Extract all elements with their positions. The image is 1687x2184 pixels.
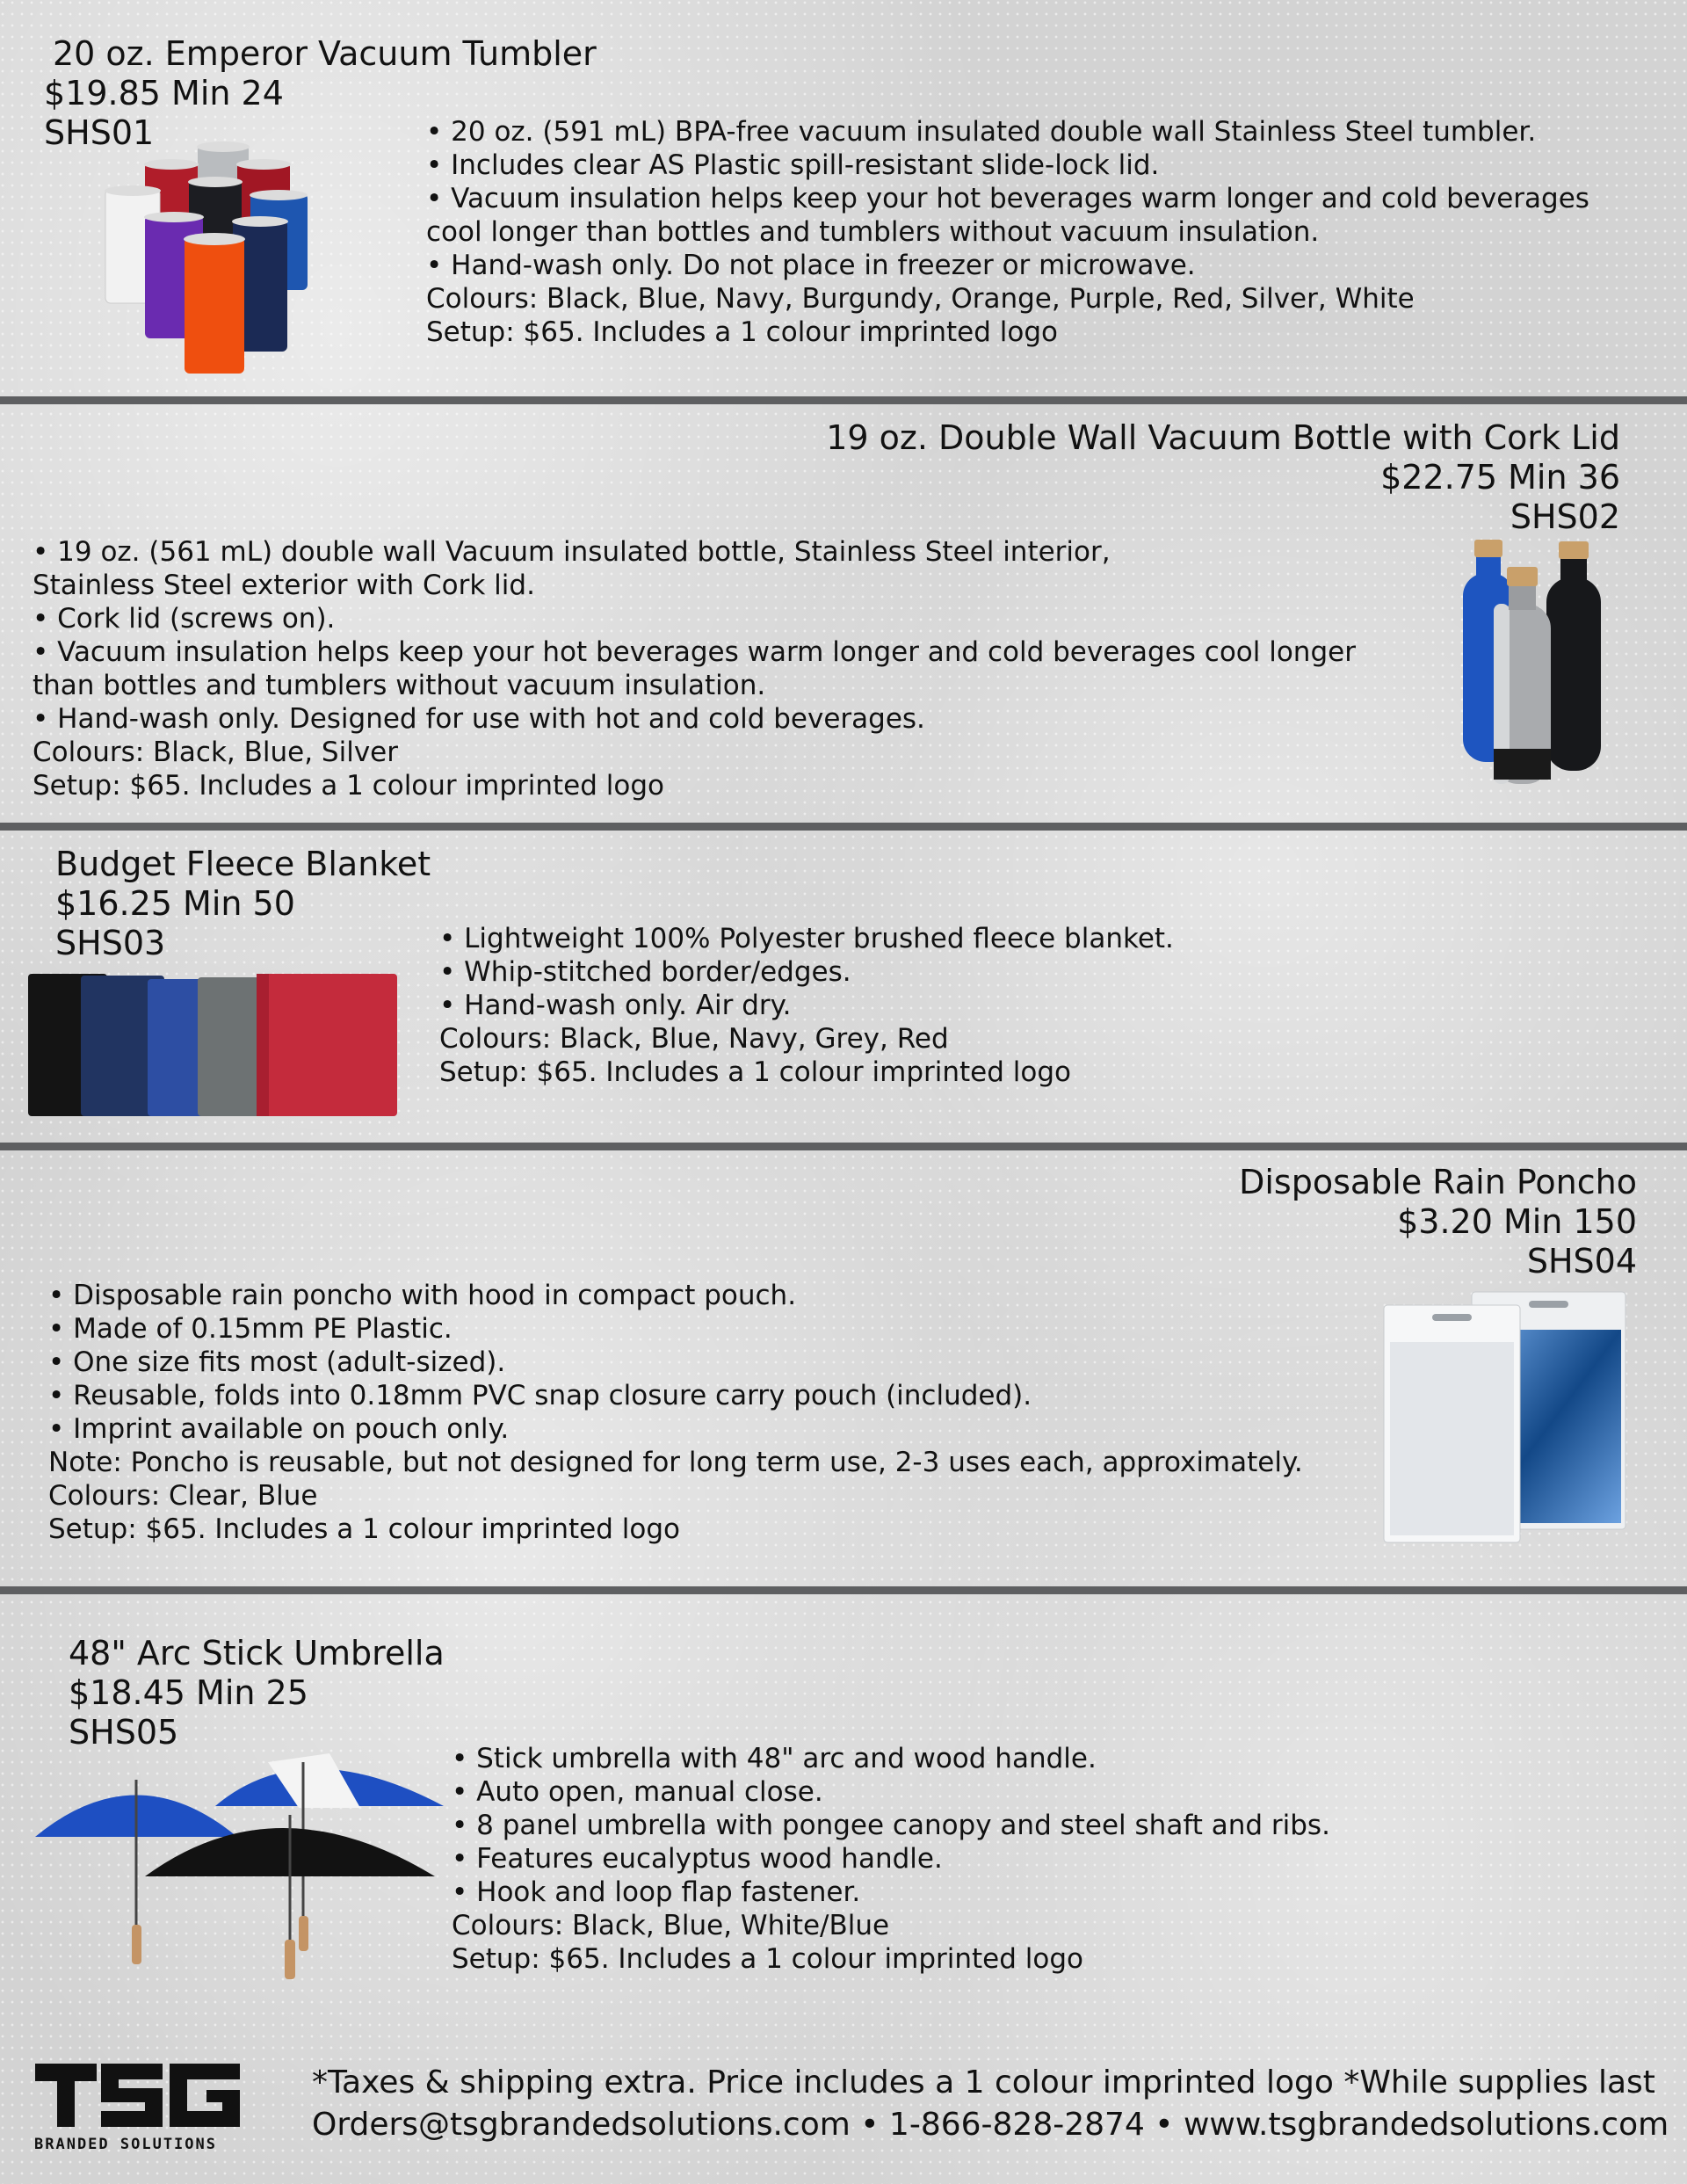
product-description bbox=[33, 535, 1356, 802]
product-price: $19.85 Min 24 bbox=[44, 74, 284, 112]
description-line: Setup: $65. Includes a 1 colour imprinted logo bbox=[452, 1943, 1083, 1975]
footer-disclaimer: *Taxes & shipping extra. Price includes a 1 colour imprinted logo *While supplies last bbox=[312, 2064, 1655, 2101]
description-line: • Hand-wash only. Air dry. bbox=[439, 990, 792, 1021]
description-line: Colours: Black, Blue, Silver bbox=[33, 736, 398, 768]
section-divider bbox=[0, 823, 1687, 831]
umbrella-image bbox=[31, 1745, 453, 1982]
description-line: • Features eucalyptus wood handle. bbox=[452, 1843, 943, 1875]
bottle-image bbox=[1450, 538, 1617, 793]
poncho-image bbox=[1379, 1288, 1630, 1547]
description-line: • Lightweight 100% Polyester brushed fleece blanket. bbox=[439, 923, 1174, 954]
product-code: SHS01 bbox=[44, 113, 155, 152]
description-line: Setup: $65. Includes a 1 colour imprinted logo bbox=[439, 1056, 1071, 1088]
description-line: • Reusable, folds into 0.18mm PVC snap closure carry pouch (included). bbox=[48, 1380, 1032, 1411]
description-line: • 19 oz. (561 mL) double wall Vacuum insulated bottle, Stainless Steel interior, bbox=[33, 536, 1111, 568]
product-name: 48" Arc Stick Umbrella bbox=[69, 1634, 445, 1672]
description-line: • One size fits most (adult-sized). bbox=[48, 1346, 506, 1378]
description-line: Colours: Clear, Blue bbox=[48, 1480, 318, 1512]
description-line: • 8 panel umbrella with pongee canopy and steel shaft and ribs. bbox=[452, 1810, 1330, 1841]
product-name: 19 oz. Double Wall Vacuum Bottle with Cork Lid bbox=[826, 418, 1620, 457]
blanket-image bbox=[26, 967, 400, 1121]
product-code: SHS05 bbox=[69, 1713, 179, 1752]
description-line: • Hand-wash only. Designed for use with hot and cold beverages. bbox=[33, 703, 925, 735]
description-line: • Hook and loop flap fastener. bbox=[452, 1876, 861, 1908]
description-line: Colours: Black, Blue, White/Blue bbox=[452, 1910, 890, 1941]
product-description bbox=[426, 115, 1589, 349]
description-line: Colours: Black, Blue, Navy, Grey, Red bbox=[439, 1023, 949, 1055]
section-divider bbox=[0, 1143, 1687, 1150]
description-line: • 20 oz. (591 mL) BPA-free vacuum insulated double wall Stainless Steel tumbler. bbox=[426, 116, 1537, 148]
product-price: $16.25 Min 50 bbox=[55, 884, 295, 923]
description-line: • Auto open, manual close. bbox=[452, 1776, 823, 1808]
product-description bbox=[452, 1742, 1330, 1976]
product-price: $18.45 Min 25 bbox=[69, 1673, 308, 1712]
description-line: Setup: $65. Includes a 1 colour imprinted logo bbox=[426, 316, 1058, 348]
product-price: $22.75 Min 36 bbox=[1380, 458, 1620, 497]
description-line: Colours: Black, Blue, Navy, Burgundy, Orange, Purple, Red, Silver, White bbox=[426, 283, 1415, 315]
description-line: • Hand-wash only. Do not place in freezer or microwave. bbox=[426, 250, 1196, 281]
description-line: • Includes clear AS Plastic spill-resistant slide-lock lid. bbox=[426, 149, 1160, 181]
description-line: • Imprint available on pouch only. bbox=[48, 1413, 510, 1445]
description-line: • Vacuum insulation helps keep your hot beverages warm longer and cold beverages cool longer bbox=[33, 636, 1356, 668]
description-line: Stainless Steel exterior with Cork lid. bbox=[33, 570, 535, 601]
product-name: Budget Fleece Blanket bbox=[55, 845, 431, 883]
footer-contact[interactable]: Orders@tsgbrandedsolutions.com • 1-866-828-2874 • www.tsgbrandedsolutions.com bbox=[312, 2107, 1669, 2143]
section-divider bbox=[0, 396, 1687, 404]
description-line: Note: Poncho is reusable, but not designed for long term use, 2-3 uses each, approximately. bbox=[48, 1447, 1303, 1478]
description-line: Setup: $65. Includes a 1 colour imprinted logo bbox=[33, 770, 664, 802]
description-line: • Cork lid (screws on). bbox=[33, 603, 336, 635]
description-line: Setup: $65. Includes a 1 colour imprinted logo bbox=[48, 1513, 680, 1545]
description-line: • Made of 0.15mm PE Plastic. bbox=[48, 1313, 453, 1345]
description-line: • Vacuum insulation helps keep your hot beverages warm longer and cold beverages bbox=[426, 183, 1589, 214]
product-code: SHS03 bbox=[55, 924, 166, 962]
tumbler-image bbox=[101, 141, 338, 378]
product-price: $3.20 Min 150 bbox=[1397, 1202, 1637, 1241]
description-line: • Disposable rain poncho with hood in compact pouch. bbox=[48, 1280, 797, 1311]
section-divider bbox=[0, 1586, 1687, 1594]
description-line: than bottles and tumblers without vacuum insulation. bbox=[33, 670, 766, 701]
product-name: 20 oz. Emperor Vacuum Tumbler bbox=[53, 34, 597, 73]
product-name: Disposable Rain Poncho bbox=[1239, 1163, 1637, 1201]
product-code: SHS04 bbox=[1526, 1242, 1637, 1281]
product-description bbox=[48, 1279, 1303, 1546]
description-line: cool longer than bottles and tumblers without vacuum insulation. bbox=[426, 216, 1320, 248]
product-description bbox=[439, 922, 1174, 1089]
logo-subtext: BRANDED SOLUTIONS bbox=[34, 2136, 217, 2153]
description-line: • Stick umbrella with 48" arc and wood handle. bbox=[452, 1743, 1097, 1774]
product-code: SHS02 bbox=[1510, 497, 1620, 536]
tsg-logo bbox=[31, 2057, 246, 2162]
description-line: • Whip-stitched border/edges. bbox=[439, 956, 851, 988]
